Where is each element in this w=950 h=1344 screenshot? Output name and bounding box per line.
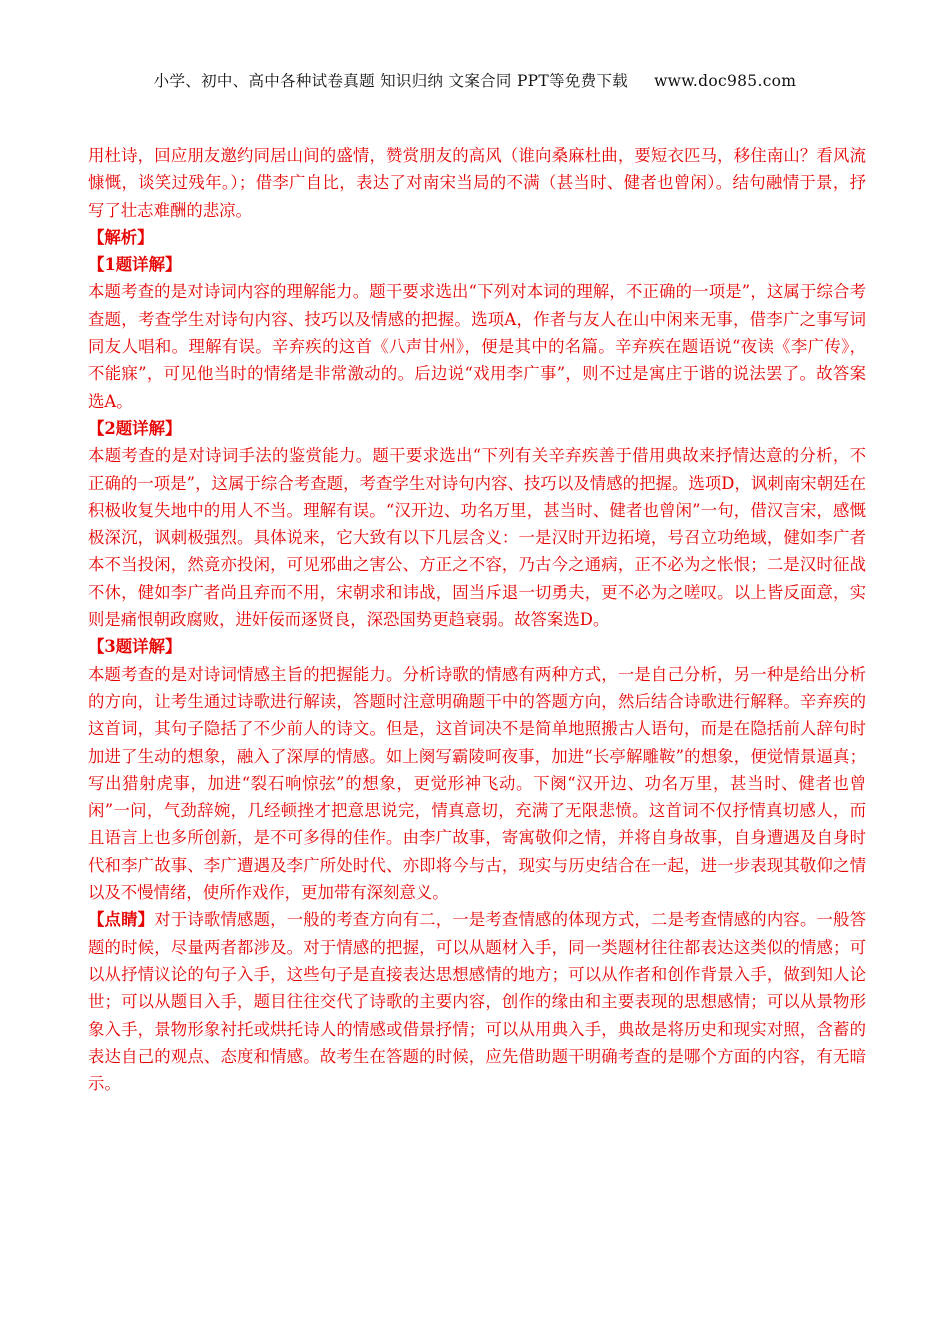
tips-text: 对于诗歌情感题，一般的考查方向有二，一是考查情感的体现方式，二是考查情感的内容。一般答题的时候，尽量两者都涉及。对于情感的把握，可以从题材入手，同一类题材往往都表达这类似的情感；可以从抒情议论的句子入手，这些句子是直接表达思想感情的地方；可以从作者和创作背景入手，做到知人论世；可以从题目入手，题目往往交代了诗歌的主要内容，创作的缘由和主要表现的思想感情；可以从景物形象入手，景物形象衬托或烘托诗人的情感或借景抒情；可以从用典入手，典故是将历史和现实对照，含蓄的表达自己的观点、态度和情感。故考生在答题的时候，应先借助题干明确考查的是哪个方面的内容，有无暗示。 (88, 910, 867, 1094)
answer-content (88, 142, 866, 1097)
analysis-label: 【解析】 (88, 227, 154, 247)
q1-explanation: 本题考查的是对诗词内容的理解能力。题干要求选出“下列对本词的理解，不正确的一项是”，这属于综合考查题，考查学生对诗句内容、技巧以及情感的把握。选项A，作者与友人在山中闲来无事，借李广之事写词同友人唱和。理解有误。辛弃疾的这首《八声甘州》，便是其中的名篇。辛弃疾在题语说“夜读《李广传》，不能寐”，可见他当时的情绪是非常激动的。后边说“戏用李广事”，则不过是寓庄于谐的说法罢了。故答案选A。 (88, 282, 866, 411)
q2-label: 【2题详解】 (88, 418, 182, 438)
q1-label: 【1题详解】 (88, 255, 182, 275)
header-site-link[interactable]: www.doc985.com (654, 72, 797, 90)
q2-explanation: 本题考查的是对诗词手法的鉴赏能力。题干要求选出“下列有关辛弃疾善于借用典故来抒情达意的分析，不正确的一项是”，这属于综合考查题，考查学生对诗句内容、技巧以及情感的把握。选项D，讽刺南宋朝廷在积极收复失地中的用人不当。理解有误。“汉开边、功名万里，甚当时、健者也曾闲”一句，借汉言宋，感慨极深沉，讽刺极强烈。具体说来，它大致有以下几层含义：一是汉时开边拓境，号召立功绝域，健如李广者本不当投闲，然竟亦投闲，可见邪曲之害公、方正之不容，乃古今之通病，正不必为之怅恨；二是汉时征战不休，健如李广者尚且弃而不用，宋朝求和讳战，固当斥退一切勇夫，更不必为之嗟叹。以上皆反面意，实则是痛恨朝政腐败，进奸佞而逐贤良，深恐国势更趋衰弱。故答案选D。 (88, 446, 866, 630)
page-header (0, 69, 950, 91)
tips-label: 【点睛】 (88, 910, 155, 930)
header-text: 小学、初中、高中各种试卷真题 知识归纳 文案合同 PPT等免费下载 (153, 72, 629, 90)
tips-paragraph (88, 906, 866, 1097)
q3-explanation: 本题考查的是对诗词情感主旨的把握能力。分析诗歌的情感有两种方式，一是自己分析，另一种是给出分析的方向，让考生通过诗歌进行解读，答题时注意明确题干中的答题方向，然后结合诗歌进行解释。辛弃疾的这首词，其句子隐括了不少前人的诗文。但是，这首词决不是简单地照搬古人语句，而是在隐括前人辞句时加进了生动的想象，融入了深厚的情感。如上阕写霸陵呵夜事，加进“长亭解雕鞍”的想象，便觉情景逼真；写出猎射虎事，加进“裂石响惊弦”的想象，更觉形神飞动。下阕“汉开边、功名万里，甚当时、健者也曾闲”一问，气劲辞婉，几经顿挫才把意思说完，情真意切，充满了无限悲愤。这首词不仅抒情真切感人，而且语言上也多所创新，是不可多得的佳作。由李广故事，寄寓敬仰之情，并将自身故事，自身遭遇及自身时代和李广故事、李广遭遇及李广所处时代、亦即将今与古，现实与历史结合在一起，进一步表现其敬仰之情以及不慢情绪，使所作戏作，更加带有深刻意义。 (88, 664, 866, 903)
q3-label: 【3题详解】 (88, 637, 182, 657)
intro-paragraph: 用杜诗，回应朋友邀约同居山间的盛情，赞赏朋友的高风（谁向桑麻杜曲，要短衣匹马，移住南山？看风流慷慨，谈笑过残年。）；借李广自比，表达了对南宋当局的不满（甚当时、健者也曾闲）。结句融情于景，抒写了壮志难酬的悲凉。 (88, 146, 866, 220)
